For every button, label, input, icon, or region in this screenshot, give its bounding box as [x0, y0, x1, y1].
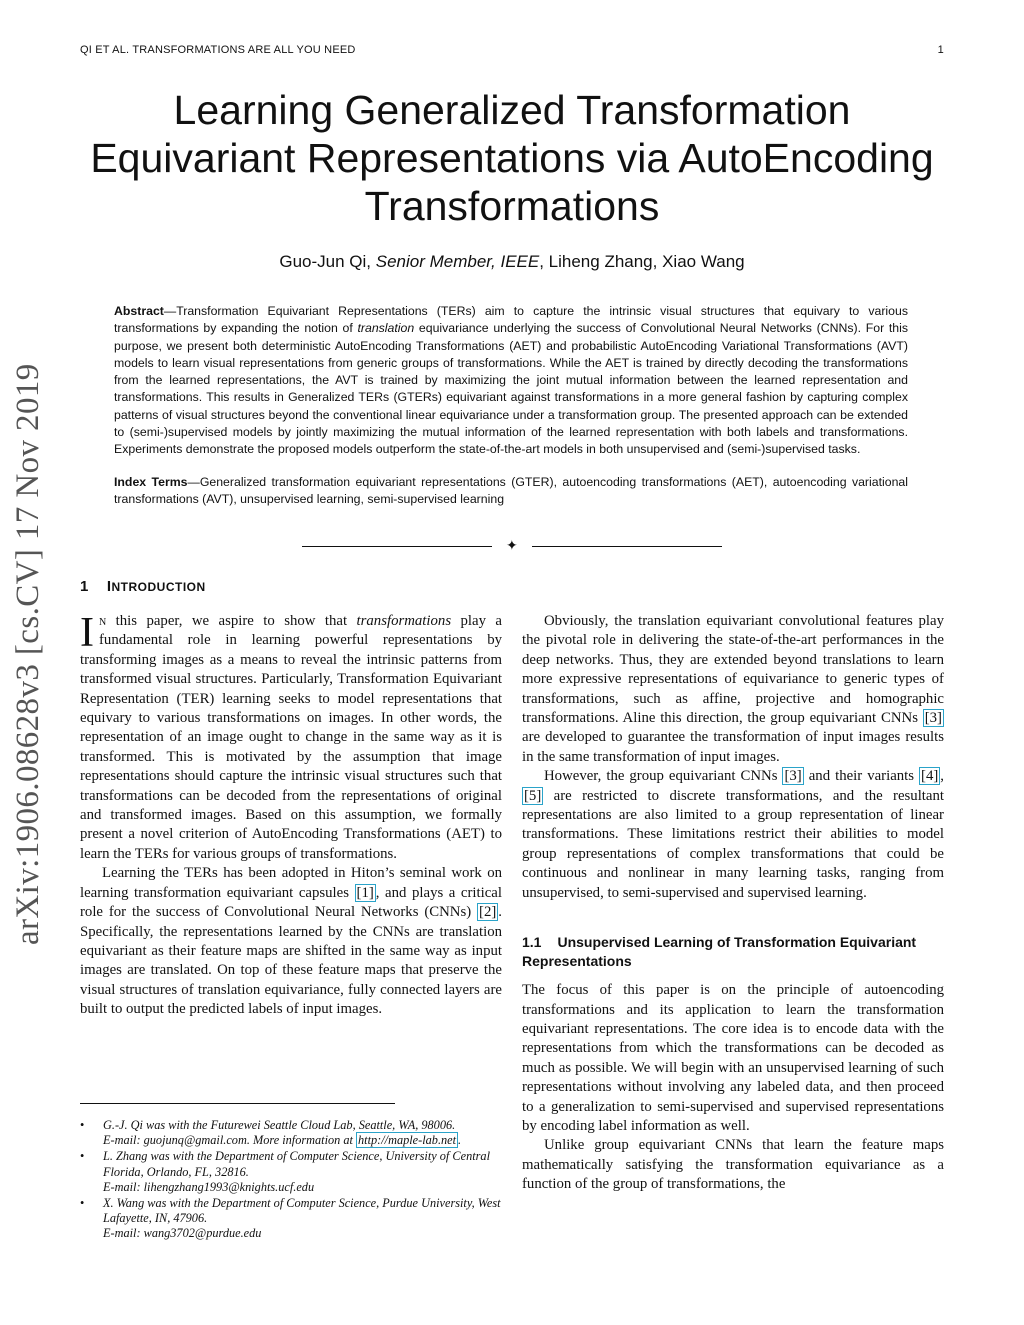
subsection-number: 1.1: [522, 934, 542, 951]
citation-link[interactable]: [2]: [479, 904, 497, 921]
emphasis: transformations: [356, 613, 452, 629]
title-line-1: Learning Generalized Transformation: [173, 87, 851, 133]
running-head-title: QI ET AL. TRANSFORMATIONS ARE ALL YOU NEED: [80, 44, 356, 56]
citation-link[interactable]: [3]: [784, 768, 802, 785]
co-authors: , Liheng Zhang, Xiao Wang: [539, 252, 745, 271]
separator-line-left: [302, 546, 492, 547]
text-run: and their variants: [803, 768, 920, 785]
footnote-email: E-mail: wang3702@purdue.edu: [103, 1226, 262, 1241]
index-terms-label: Index Terms: [114, 474, 188, 489]
footnote-affiliation: L. Zhang was with the Department of Computer Science, University of Central Florida, Orlando, FL, 32816.: [103, 1149, 490, 1179]
subsection-heading: [522, 933, 944, 971]
text-run: Learning the TERs has been adopted in Hiton’s seminal work on learning transformation equivariant capsules: [80, 865, 502, 901]
abstract-emphasis: translation: [357, 321, 415, 336]
separator-diamond-icon: ✦: [506, 537, 518, 553]
footnote: [80, 1196, 504, 1242]
right-column: [522, 612, 944, 1195]
author-role: Senior Member, IEEE: [375, 252, 540, 271]
footnote-contact: [103, 1133, 504, 1148]
paragraph: [522, 767, 944, 903]
section-number: 1: [80, 578, 89, 595]
separator-line-right: [532, 546, 722, 547]
citation-link[interactable]: [5]: [524, 787, 542, 804]
citation-link[interactable]: [3]: [924, 710, 942, 727]
text-run: . Specifically, the representations learned by the CNNs are translation equivariant as their feature maps are shifted in the same way as input images are translated. On top of these feature maps that preserve the visual structures of translation equivariance, fully connected layers are built to output the predicted labels of input images.: [80, 904, 502, 1018]
section-title-initial: I: [106, 578, 112, 595]
text-run: are restricted to discrete transformations, and the resultant representations are also limited to a group representation of linear transformations. These limitations restrict their abilities to model group representations of complex transformations that could be continuous and nonlinear in many learning tasks, ranging from unsupervised, to semi-supervised and supervised learning.: [522, 787, 944, 901]
footnote-affiliation: X. Wang was with the Department of Computer Science, Purdue University, West Lafayette, IN, 47906.: [103, 1196, 501, 1226]
running-head: [80, 44, 944, 56]
section-separator: [302, 537, 722, 553]
title-line-2: Equivariant Representations via AutoEncoding: [90, 135, 934, 181]
index-terms-text: —Generalized transformation equivariant representations (GTER), autoencoding transformations (AET), autoencoding variational transformations (AVT), unsupervised learning, semi-supervised learning: [114, 474, 908, 506]
bullet-icon: •: [80, 1196, 85, 1211]
section-heading: [80, 578, 206, 595]
left-column: [80, 612, 502, 1020]
author-list: [80, 252, 944, 272]
page-number: 1: [937, 44, 944, 56]
title-block: [80, 86, 944, 272]
drop-cap: I: [80, 610, 94, 656]
bullet-icon: •: [80, 1149, 85, 1164]
footnote: [80, 1118, 504, 1148]
text-run: However, the group equivariant CNNs: [544, 768, 783, 785]
text-run: are developed to guarantee the transformation of input images results in the same transformation of input images.: [522, 729, 944, 765]
paragraph: [80, 864, 502, 1019]
homepage-link[interactable]: http://maple-lab.net: [358, 1133, 457, 1148]
section-title-rest: NTRODUCTION: [111, 580, 206, 594]
text-run: play a fundamental role in learning powerful representations by transforming images as a means to reveal the intrinsic patterns from transformed visual structures. Particularly, Transformation Equivariant Representation (TER) learning seeks to model representations that equivary to various transformations on images. In other words, the representation of an image ought to change in the same way as it is transformed. This is motivated by the assumption that image representations should capture the intrinsic visual structures such that transformations can be decoded from the representations of original and transformed images. Based on this assumption, we formally present a novel criterion of AutoEncoding Transformations (AET) to learn the TERs for various groups of transformations.: [80, 613, 502, 862]
footnote-affiliation: G.-J. Qi was with the Futurewei Seattle Cloud Lab, Seattle, WA, 98006.: [103, 1118, 456, 1132]
paragraph: [522, 612, 944, 767]
text-run: this paper, we aspire to show that: [106, 613, 357, 629]
paragraph: [80, 612, 502, 864]
abstract-paragraph: [114, 303, 908, 459]
text-run: , and plays a critical role for the success of Convolutional Neural Networks (CNNs): [80, 884, 502, 921]
title-line-3: Transformations: [364, 183, 660, 229]
footnote-punct: .: [458, 1133, 462, 1148]
citation-link[interactable]: [4]: [921, 768, 939, 785]
bullet-icon: •: [80, 1118, 85, 1132]
paragraph: The focus of this paper is on the principle of autoencoding transformations and its application to learn the transformation equivariant representations. The core idea is to encode data with the representations from which the transformations can be decoded as much as possible. We will begin with an unsupervised learning of such representations without involving any labeled data, and then proceed to a generalization to semi-supervised and supervised representations by encoding label information as well.: [522, 982, 944, 1134]
abstract-text-1: —Transformation Equivariant Representations (TERs) aim to capture the intrinsic visual structures that equivary to various transformations by expanding the notion of: [114, 304, 908, 336]
footnote-email: E-mail: guojunq@gmail.com. More information at: [103, 1133, 357, 1148]
abstract: [114, 303, 908, 508]
text-run: Obviously, the translation equivariant convolutional features play the pivotal role in delivering the state-of-the-art performances in the deep networks. Thus, they are extended beyond translations to learn more expressive representations of equivariance to generic types of transformations, such as affine, projective and homographic transformations. Aline this direction, the group equivariant CNNs: [522, 613, 944, 727]
abstract-text-2: equivariance underlying the success of Convolutional Neural Networks (CNNs). For this purpose, we present both deterministic AutoEncoding Transformations (AET) and probabilistic AutoEncoding Variational Transformations (AVT) models to learn visual representations from generic groups of transformations. While the AET is trained by directly decoding the transformations from the learned representations, the AVT is trained by maximizing the joint mutual information between the learned representation and transformations. This results in Generalized TERs (GTERs) equivariant against transformations in a more general fashion by capturing complex patterns of visual structures beyond the conventional linear equivariance under a transformation group. The presented approach can be extended to (semi-)supervised models by jointly maximizing the mutual information of the learned representation with both labels and transformations. Experiments demonstrate the proposed models outperform the state-of-the-art models in both unsupervised and (semi-)supervised tasks.: [114, 321, 908, 457]
lead-in: n: [99, 613, 107, 629]
footnote-rule: [80, 1103, 395, 1104]
paragraph: Unlike group equivariant CNNs that learn the feature maps mathematically satisfying the transformation equivariance as a function of the group of transformations, the: [522, 1137, 944, 1193]
author-name: Guo-Jun Qi,: [279, 252, 372, 271]
footnote: [80, 1149, 504, 1195]
text-run: ,: [940, 768, 944, 785]
footnote-email: E-mail: lihengzhang1993@knights.ucf.edu: [103, 1179, 315, 1194]
paper-title: [80, 86, 944, 230]
abstract-label: Abstract: [114, 304, 164, 318]
arxiv-stamp: arXiv:1906.08628v3 [cs.CV] 17 Nov 2019: [10, 363, 46, 945]
footnotes: [80, 1118, 504, 1243]
subsection-title: Unsupervised Learning of Transformation Equivariant Representations: [522, 934, 917, 970]
index-terms: [114, 474, 908, 509]
citation-link[interactable]: [1]: [356, 884, 374, 901]
